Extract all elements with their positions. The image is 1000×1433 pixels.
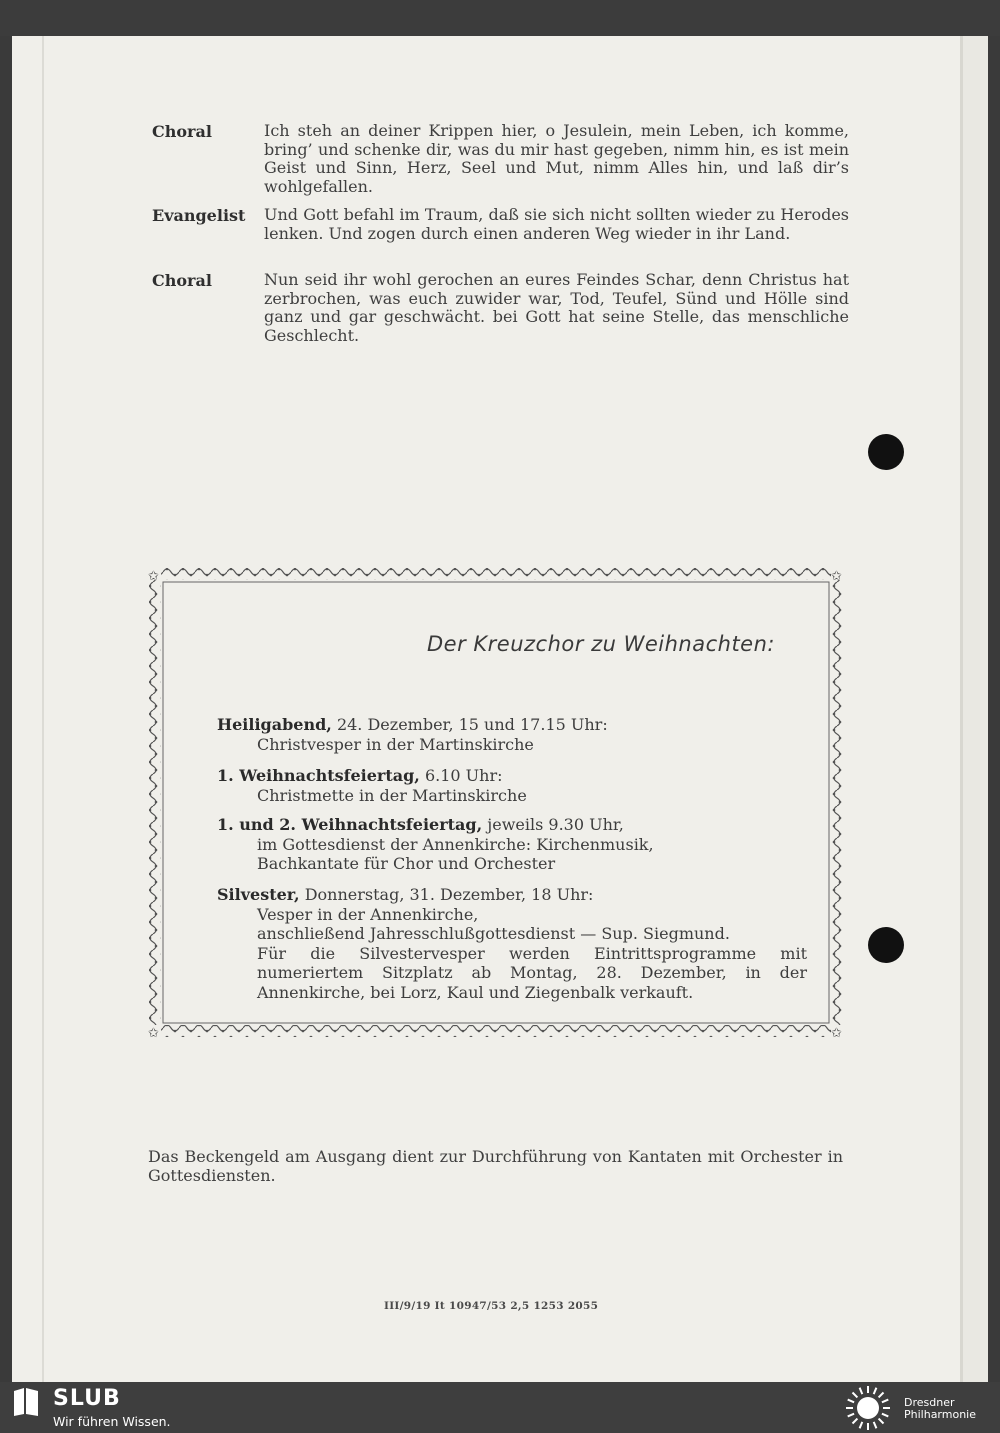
slub-tagline: Wir führen Wissen. xyxy=(53,1414,171,1429)
philharmonie-sun-icon[interactable] xyxy=(842,1384,894,1432)
svg-text:✩: ✩ xyxy=(148,1026,159,1039)
event-first: 24. Dezember, 15 und 17.15 Uhr: xyxy=(336,715,608,734)
event-head: Silvester, xyxy=(217,885,300,904)
event-line: Annenkirche, bei Lorz, Kaul und Ziegenbalk verkauft. xyxy=(257,982,694,1002)
event-line: numeriertem Sitzplatz ab Montag, 28. Dezember, in der xyxy=(257,963,807,982)
event-weihnachtsfeiertag-1-2 xyxy=(217,815,807,874)
slub-logo-text[interactable]: SLUB xyxy=(53,1386,121,1411)
footer-bar xyxy=(0,1382,1000,1433)
page-fold-left xyxy=(42,36,44,1382)
event-first: jeweils 9.30 Uhr, xyxy=(487,815,624,834)
svg-text:✩: ✩ xyxy=(831,569,842,584)
event-head: 1. Weihnachtsfeiertag, xyxy=(217,766,420,785)
event-line: Vesper in der Annenkirche, xyxy=(257,904,479,924)
entry-label: Choral xyxy=(152,271,212,290)
entry-label: Evangelist xyxy=(152,206,246,225)
event-head: 1. und 2. Weihnachtsfeiertag, xyxy=(217,815,483,834)
svg-text:✩: ✩ xyxy=(831,1026,842,1039)
event-line: Christmette in der Martinskirche xyxy=(257,785,527,805)
event-first: Donnerstag, 31. Dezember, 18 Uhr: xyxy=(304,885,594,904)
event-first: 6.10 Uhr: xyxy=(424,766,503,785)
philharmonie-line-1: Dresdner xyxy=(904,1396,955,1409)
viewer-top-bar xyxy=(0,0,1000,36)
entry-text: Ich steh an deiner Krippen hier, o Jesulein, mein Leben, ich komme, bring’ und schenke dir, was du mir hast gegeben, nimm hin, es ist mein Geist und Sinn, Herz, Seel und Mut, nimm Alles hin, und laß dir’s wohlgefallen. xyxy=(264,121,849,196)
entry-label: Choral xyxy=(152,122,212,141)
slub-book-icon xyxy=(12,1387,40,1417)
event-weihnachtsfeiertag-1 xyxy=(217,766,807,805)
event-head: Heiligabend, xyxy=(217,715,332,734)
philharmonie-line-2: Philharmonie xyxy=(904,1408,976,1421)
event-line: im Gottesdienst der Annenkirche: Kirchenmusik, xyxy=(257,834,654,854)
printer-imprint: III/9/19 It 10947/53 2,5 1253 2055 xyxy=(384,1300,599,1312)
philharmonie-logo-text[interactable] xyxy=(904,1397,976,1421)
punch-hole-bottom xyxy=(868,927,904,963)
entry-text: Und Gott befahl im Traum, daß sie sich nicht sollten wieder zu Herodes lenken. Und zogen durch einen anderen Weg wieder in ihr Land. xyxy=(264,205,849,243)
event-line: Bachkantate für Chor und Orchester xyxy=(257,854,556,873)
entry-text: Nun seid ihr wohl gerochen an eures Feindes Schar, denn Christus hat zerbrochen, was euch zuwider war, Tod, Teufel, Sünd und Hölle sind ganz und gar geschwächt. bei Gott hat seine Stelle, das menschliche Geschlecht. xyxy=(264,270,849,345)
svg-text:✩: ✩ xyxy=(148,569,159,584)
event-line: Christvesper in der Martinskirche xyxy=(257,734,534,754)
box-title: Der Kreuzchor zu Weihnachten: xyxy=(427,632,775,656)
document-page xyxy=(12,36,988,1382)
punch-hole-top xyxy=(868,434,904,470)
collection-note: Das Beckengeld am Ausgang dient zur Durchführung von Kantaten mit Orchester in Gottesdiensten. xyxy=(148,1147,843,1185)
event-heiligabend xyxy=(217,715,807,754)
event-line: anschließend Jahresschlußgottesdienst — Sup. Siegmund. xyxy=(257,924,730,943)
next-page-edge xyxy=(963,36,988,1382)
event-silvester xyxy=(217,885,807,1002)
event-line: Für die Silvestervesper werden Eintrittsprogramme mit xyxy=(257,943,807,963)
christmas-schedule-box xyxy=(147,566,845,1039)
